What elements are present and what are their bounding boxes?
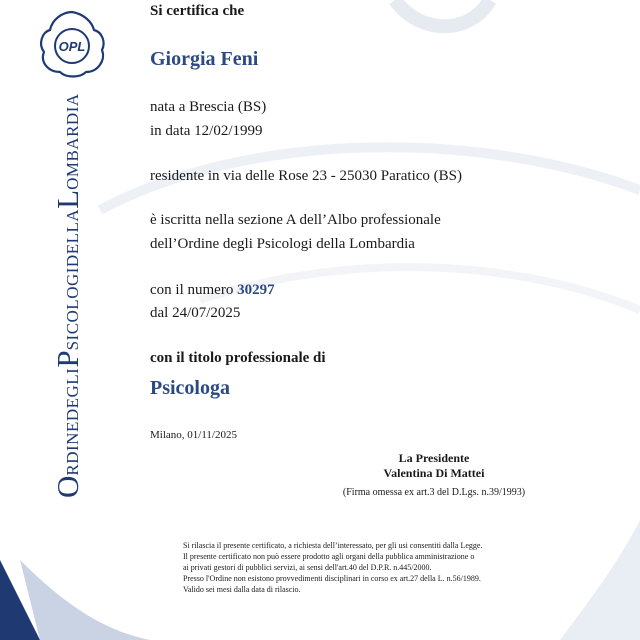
registration-line-2: dell’Ordine degli Psicologi della Lombardia [150,236,415,252]
footer-line: Presso l'Ordine non esistono provvedimenti disciplinari in corso ex art.27 della L. n.56/1989. [183,574,481,583]
opl-logo [36,8,108,80]
birth-date: in data 12/02/1999 [150,123,263,139]
organization-name-part: P [50,350,85,368]
residence: residente in via delle Rose 23 - 25030 Paratico (BS) [150,168,463,184]
footer-line: Valido sei mesi dalla data di rilascio. [183,585,301,594]
footer-line: Il presente certificato non può essere prodotto agli organi della pubblica amministrazione o [183,552,475,561]
organization-name-part: OMBARDIA [63,93,82,190]
professional-title: Psicologa [150,377,230,399]
organization-name-part: SICOLOGI [63,267,82,351]
person-name: Giorgia Feni [150,48,259,70]
title-label: con il titolo professionale di [150,350,326,366]
registration-since: dal 24/07/2025 [150,305,241,321]
certificate-intro: Si certifica che [150,3,245,19]
footer-line: ai privati gestori di pubblici servizi, ai sensi dell'art.40 del D.P.R. n.445/2000. [183,563,432,572]
registration-line-1: è iscritta nella sezione A dell’Albo professionale [150,212,441,228]
birth-place: nata a Brescia (BS) [150,99,267,115]
footer-line: Si rilascia il presente certificato, a richiesta dell’interessato, per gli usi consentiti dalla Legge. [183,541,483,550]
signature-block [334,451,534,498]
logo-lettering: OPL [58,39,86,54]
organization-name-vertical [52,93,83,498]
signatory-role: La Presidente [398,451,470,465]
organization-name-part: L [50,189,85,209]
registration-number-line [150,282,275,299]
signatory-name: Valentina Di Mattei [383,466,485,480]
registration-number: 30297 [237,282,275,298]
signature-note: (Firma omessa ex art.3 del D.Lgs. n.39/1993) [342,487,526,498]
organization-name-part: DEGLI [63,367,82,422]
organization-name-part: O [50,475,85,498]
registration-number-prefix: con il numero [150,282,238,298]
legal-footer [183,540,563,595]
organization-name-part: RDINE [63,421,82,476]
place-date: Milano, 01/11/2025 [150,429,237,441]
organization-name-part: DELLA [63,208,82,268]
